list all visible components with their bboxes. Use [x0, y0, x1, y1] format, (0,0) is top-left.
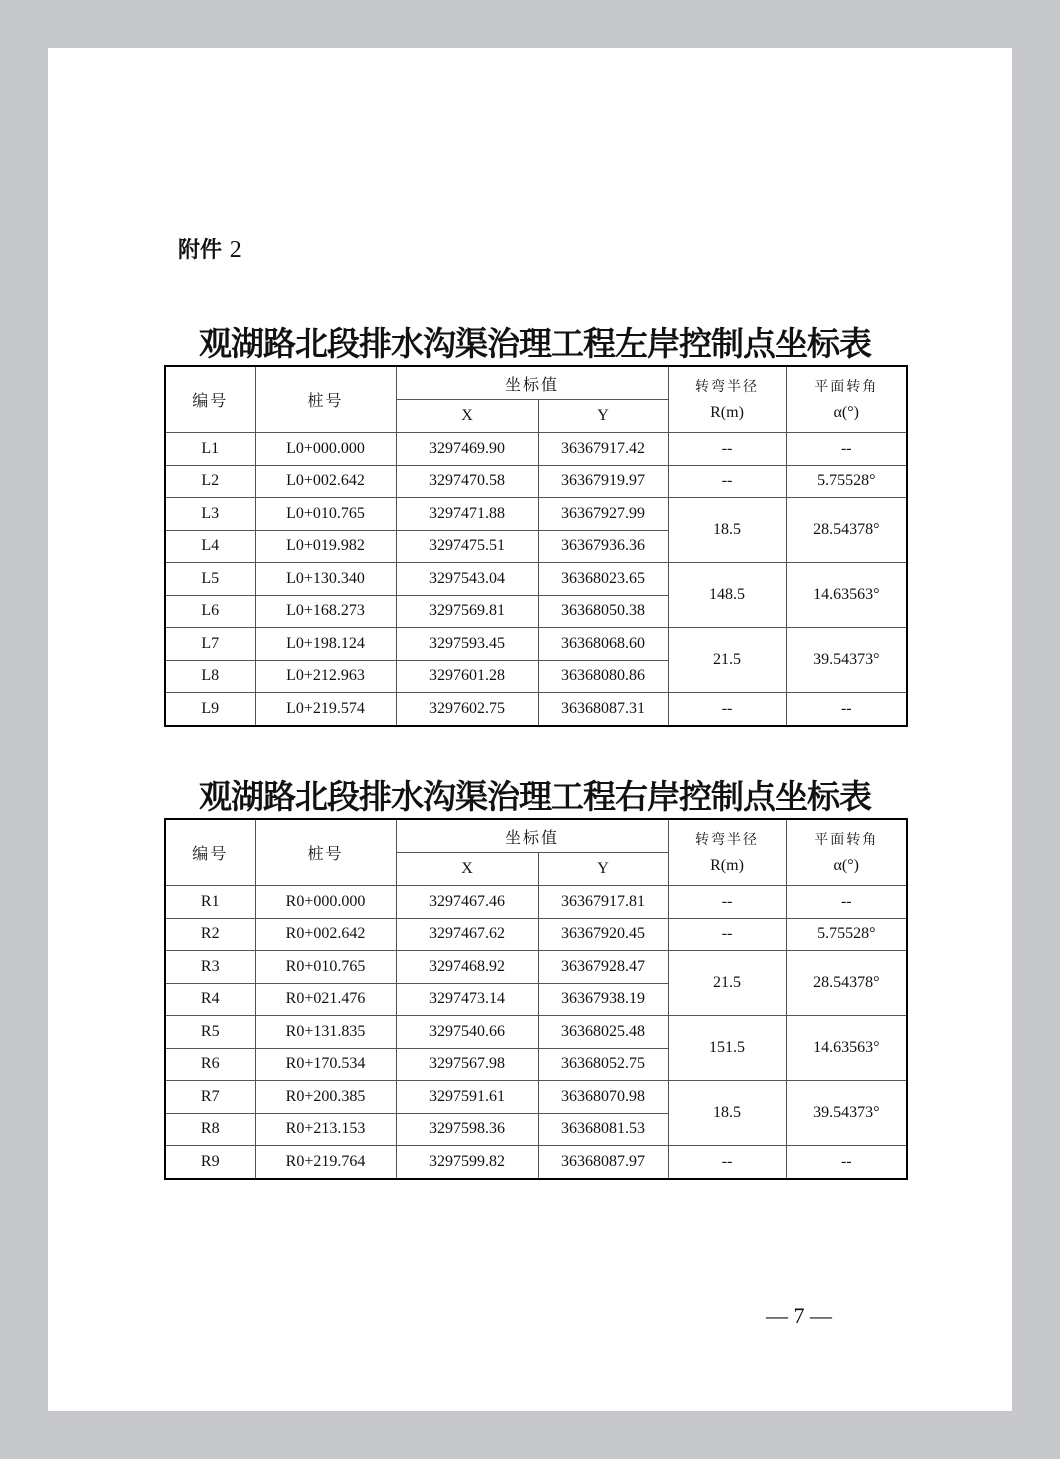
cell-y: 36367927.99	[538, 498, 668, 531]
attachment-label-text: 附件	[178, 238, 223, 263]
cell-turn-radius: --	[668, 1146, 786, 1179]
cell-y: 36367919.97	[538, 465, 668, 498]
right-bank-coordinate-table	[164, 818, 908, 1180]
cell-station: R0+000.000	[255, 886, 396, 919]
table-row	[165, 886, 907, 919]
cell-y: 36367917.42	[538, 433, 668, 466]
left-bank-table-title: 观湖路北段排水沟渠治理工程左岸控制点坐标表	[199, 324, 871, 363]
cell-y: 36367936.36	[538, 530, 668, 563]
table-row	[165, 918, 907, 951]
cell-y: 36368050.38	[538, 595, 668, 628]
header-id: 编号	[165, 366, 255, 433]
cell-turn-radius: --	[668, 465, 786, 498]
cell-station: L0+212.963	[255, 660, 396, 693]
header-station: 桩号	[255, 366, 396, 433]
cell-id: R2	[165, 918, 255, 951]
header-x: X	[396, 853, 538, 886]
cell-x: 3297473.14	[396, 983, 538, 1016]
cell-station: R0+213.153	[255, 1113, 396, 1146]
table-row	[165, 1081, 907, 1114]
cell-station: R0+010.765	[255, 951, 396, 984]
cell-y: 36368052.75	[538, 1048, 668, 1081]
cell-x: 3297468.92	[396, 951, 538, 984]
cell-x: 3297467.62	[396, 918, 538, 951]
cell-x: 3297475.51	[396, 530, 538, 563]
cell-station: L0+010.765	[255, 498, 396, 531]
cell-x: 3297543.04	[396, 563, 538, 596]
cell-plane-angle: --	[786, 1146, 907, 1179]
cell-y: 36367917.81	[538, 886, 668, 919]
cell-id: R7	[165, 1081, 255, 1114]
cell-station: L0+130.340	[255, 563, 396, 596]
cell-y: 36368087.31	[538, 693, 668, 726]
header-turn-radius-unit: R(m)	[710, 403, 744, 421]
cell-y: 36368081.53	[538, 1113, 668, 1146]
cell-id: L6	[165, 595, 255, 628]
cell-y: 36368023.65	[538, 563, 668, 596]
cell-id: L2	[165, 465, 255, 498]
cell-plane-angle: 39.54373°	[786, 1081, 907, 1146]
cell-plane-angle: 14.63563°	[786, 1016, 907, 1081]
cell-y: 36367938.19	[538, 983, 668, 1016]
header-coordinates: 坐标值	[396, 366, 668, 400]
cell-station: L0+168.273	[255, 595, 396, 628]
header-plane-angle-unit: α(°)	[833, 856, 859, 874]
header-plane-angle-unit: α(°)	[833, 403, 859, 421]
cell-id: R9	[165, 1146, 255, 1179]
table-row	[165, 628, 907, 661]
table-row	[165, 563, 907, 596]
cell-plane-angle: 28.54378°	[786, 951, 907, 1016]
cell-id: R6	[165, 1048, 255, 1081]
table-row	[165, 1016, 907, 1049]
cell-station: R0+002.642	[255, 918, 396, 951]
cell-y: 36368080.86	[538, 660, 668, 693]
header-y: Y	[538, 400, 668, 433]
header-plane-angle-label: 平面转角	[814, 831, 879, 848]
cell-turn-radius: --	[668, 918, 786, 951]
document-page	[48, 48, 1012, 1411]
cell-plane-angle: 39.54373°	[786, 628, 907, 693]
table-row	[165, 1146, 907, 1179]
cell-id: R3	[165, 951, 255, 984]
cell-x: 3297567.98	[396, 1048, 538, 1081]
cell-y: 36368070.98	[538, 1081, 668, 1114]
cell-y: 36367920.45	[538, 918, 668, 951]
cell-id: L8	[165, 660, 255, 693]
table-row	[165, 951, 907, 984]
cell-x: 3297569.81	[396, 595, 538, 628]
table-body	[165, 433, 907, 726]
header-id: 编号	[165, 819, 255, 886]
cell-plane-angle: --	[786, 433, 907, 466]
cell-turn-radius: 21.5	[668, 951, 786, 1016]
cell-y: 36367928.47	[538, 951, 668, 984]
cell-id: L5	[165, 563, 255, 596]
cell-turn-radius: 18.5	[668, 1081, 786, 1146]
cell-y: 36368025.48	[538, 1016, 668, 1049]
attachment-number: 2	[229, 237, 242, 263]
cell-station: L0+219.574	[255, 693, 396, 726]
cell-x: 3297593.45	[396, 628, 538, 661]
cell-turn-radius: 151.5	[668, 1016, 786, 1081]
cell-station: R0+200.385	[255, 1081, 396, 1114]
cell-x: 3297599.82	[396, 1146, 538, 1179]
cell-y: 36368068.60	[538, 628, 668, 661]
table-body	[165, 886, 907, 1179]
table-row	[165, 693, 907, 726]
cell-turn-radius: --	[668, 886, 786, 919]
cell-station: L0+000.000	[255, 433, 396, 466]
table-row	[165, 498, 907, 531]
header-y: Y	[538, 853, 668, 886]
table-row	[165, 465, 907, 498]
cell-plane-angle: --	[786, 693, 907, 726]
cell-turn-radius: --	[668, 433, 786, 466]
cell-turn-radius: 18.5	[668, 498, 786, 563]
cell-plane-angle: 5.75528°	[786, 918, 907, 951]
cell-id: R8	[165, 1113, 255, 1146]
table-row	[165, 433, 907, 466]
cell-id: L1	[165, 433, 255, 466]
cell-x: 3297467.46	[396, 886, 538, 919]
header-turn-radius	[668, 819, 786, 886]
cell-plane-angle: --	[786, 886, 907, 919]
cell-id: R5	[165, 1016, 255, 1049]
cell-x: 3297471.88	[396, 498, 538, 531]
cell-id: R1	[165, 886, 255, 919]
header-coordinates: 坐标值	[396, 819, 668, 853]
cell-y: 36368087.97	[538, 1146, 668, 1179]
cell-x: 3297469.90	[396, 433, 538, 466]
header-station: 桩号	[255, 819, 396, 886]
header-turn-radius-label: 转弯半径	[695, 378, 760, 395]
cell-plane-angle: 28.54378°	[786, 498, 907, 563]
cell-x: 3297591.61	[396, 1081, 538, 1114]
header-plane-angle	[786, 819, 907, 886]
cell-id: L9	[165, 693, 255, 726]
header-turn-radius-unit: R(m)	[710, 856, 744, 874]
header-turn-radius	[668, 366, 786, 433]
cell-x: 3297598.36	[396, 1113, 538, 1146]
attachment-label	[178, 233, 242, 264]
header-x: X	[396, 400, 538, 433]
cell-turn-radius: --	[668, 693, 786, 726]
cell-station: R0+021.476	[255, 983, 396, 1016]
cell-station: R0+131.835	[255, 1016, 396, 1049]
cell-plane-angle: 14.63563°	[786, 563, 907, 628]
cell-plane-angle: 5.75528°	[786, 465, 907, 498]
cell-x: 3297540.66	[396, 1016, 538, 1049]
cell-x: 3297602.75	[396, 693, 538, 726]
cell-id: R4	[165, 983, 255, 1016]
header-plane-angle	[786, 366, 907, 433]
cell-turn-radius: 148.5	[668, 563, 786, 628]
cell-id: L3	[165, 498, 255, 531]
page-number: — 7 —	[766, 1303, 832, 1328]
cell-x: 3297470.58	[396, 465, 538, 498]
cell-x: 3297601.28	[396, 660, 538, 693]
header-turn-radius-label: 转弯半径	[695, 831, 760, 848]
right-bank-table-title: 观湖路北段排水沟渠治理工程右岸控制点坐标表	[199, 777, 871, 816]
cell-id: L4	[165, 530, 255, 563]
left-bank-coordinate-table	[164, 365, 908, 727]
header-plane-angle-label: 平面转角	[814, 378, 879, 395]
cell-id: L7	[165, 628, 255, 661]
cell-station: L0+198.124	[255, 628, 396, 661]
cell-turn-radius: 21.5	[668, 628, 786, 693]
cell-station: R0+219.764	[255, 1146, 396, 1179]
cell-station: R0+170.534	[255, 1048, 396, 1081]
cell-station: L0+019.982	[255, 530, 396, 563]
cell-station: L0+002.642	[255, 465, 396, 498]
